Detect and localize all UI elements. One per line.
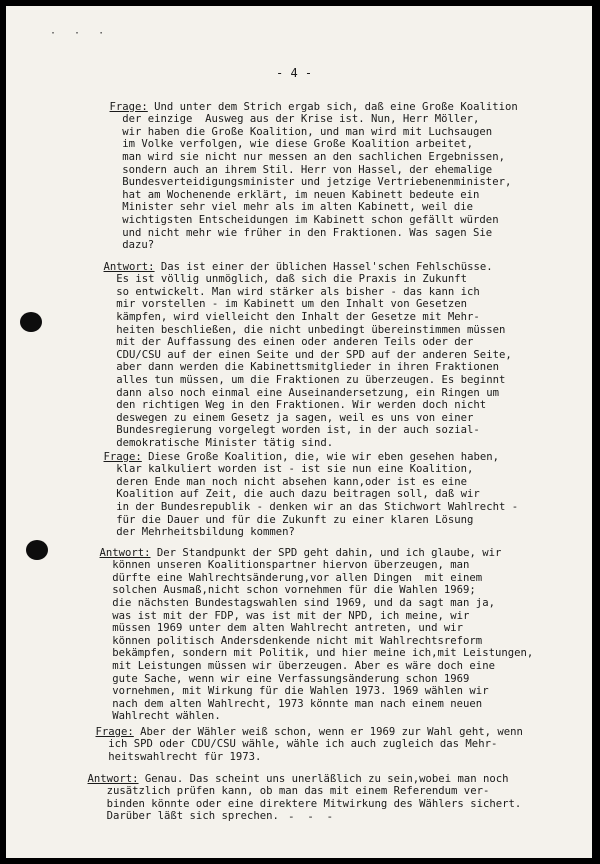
text-line: können politisch Andersdenkende nicht mit Wahlrechtsreform <box>74 634 483 647</box>
document-page <box>6 6 592 858</box>
paragraph-answer-1 <box>78 248 512 450</box>
text-line: deswegen zu einem Gesetz ja sagen, weil es uns von einer <box>78 411 474 424</box>
speaker-label: Frage: <box>103 450 142 463</box>
text-line: aber dann werden die Kabinettsmitglieder in ihren Fraktionen <box>78 361 499 374</box>
text-line: demokratische Minister tätig sind. <box>78 436 334 449</box>
text-line: CDU/CSU auf der einen Seite und der SPD auf der anderen Seite, <box>78 348 512 361</box>
text-line: Es ist völlig unmöglich, daß sich die Praxis in Zukunft <box>78 273 468 286</box>
text-line: sondern auch an ihrem Stil. Herr von Hassel, der ehemalige <box>84 163 493 176</box>
text-line: alles tun müssen, um die Fraktionen zu überzeugen. Es beginnt <box>78 373 506 386</box>
text-line: deren Ende man noch nicht absehen kann,oder ist es eine <box>78 475 468 488</box>
paragraph-question-2 <box>78 438 518 539</box>
punch-hole-bottom <box>26 540 48 560</box>
text-line: der Mehrheitsbildung kommen? <box>78 526 295 539</box>
speaker-label: Frage: <box>109 100 148 113</box>
text-line: müssen 1969 unter dem alten Wahlrecht antreten, und wir <box>74 622 464 635</box>
text-line: Aber der Wähler weiß schon, wenn er 1969 zur Wahl geht, wenn <box>133 725 523 738</box>
punch-hole-top <box>20 312 42 332</box>
text-line: Koalition auf Zeit, die auch dazu beitragen soll, daß wir <box>78 488 480 501</box>
text-line: zusätzlich prüfen kann, ob man das mit einem Referendum ver- <box>62 785 490 798</box>
text-line: den richtigen Weg in den Fraktionen. Wir werden doch nicht <box>78 399 487 412</box>
text-line: in der Bundesrepublik - denken wir an das Stichwort Wahlrecht - <box>78 500 519 513</box>
text-line: Der Standpunkt der SPD geht dahin, und ich glaube, wir <box>150 546 502 559</box>
text-line: heiten beschließen, die nicht unbedingt übereinstimmen müssen <box>78 323 506 336</box>
page-number: - 4 - <box>276 66 313 80</box>
text-line: können unseren Koalitionspartner hiervon überzeugen, man <box>74 559 470 572</box>
speaker-label: Frage: <box>95 725 134 738</box>
text-line: für die Dauer und für die Zukunft zu einer klaren Lösung <box>78 513 474 526</box>
text-line: mit der Auffassung des einen oder anderen Teils oder der <box>78 336 474 349</box>
text-line: wir haben die Große Koalition, und man wird mit Luchsaugen <box>84 125 493 138</box>
text-line: Wahlrecht wählen. <box>74 710 221 723</box>
text-line: im Volke verfolgen, wie diese Große Koalition arbeitet, <box>84 138 474 151</box>
text-line: Minister sehr viel mehr als im alten Kabinett, weil die <box>84 201 474 214</box>
corner-marks: · · · <box>50 28 111 39</box>
text-line: die nächsten Bundestagswahlen sind 1969, und da sagt man ja, <box>74 596 495 609</box>
text-line: Und unter dem Strich ergab sich, daß eine Große Koalition <box>147 100 518 113</box>
text-line: heitswahlrecht für 1973. <box>70 750 262 763</box>
speaker-label: Antwort: <box>99 546 151 559</box>
speaker-label: Antwort: <box>87 772 139 785</box>
text-line: kämpfen, wird vielleicht den Inhalt der Gesetze mit Mehr- <box>78 310 480 323</box>
text-line: Das ist einer der üblichen Hassel'schen Fehlschüsse. <box>154 260 493 273</box>
text-line: dürfte eine Wahlrechtsänderung,vor allen Dingen mit einem <box>74 571 483 584</box>
paragraph-answer-2 <box>74 534 533 723</box>
text-line: Genau. Das scheint uns unerläßlich zu sein,wobei man noch <box>138 772 509 785</box>
text-line: Bundesverteidigungsminister und jetzige Vertriebenenminister, <box>84 176 512 189</box>
text-line: bekämpfen, sondern mit Politik, und hier meine ich,mit Leistungen, <box>74 647 534 660</box>
text-line: binden könnte oder eine direktere Mitwirkung des Wählers sichert. <box>62 797 522 810</box>
text-line: hat am Wochenende erklärt, im neuen Kabinett bedeute ein <box>84 188 480 201</box>
text-line: der einzige Ausweg aus der Krise ist. Nun, Herr Möller, <box>84 113 480 126</box>
paragraph-question-3 <box>70 713 523 763</box>
text-line: mit Leistungen müssen wir überzeugen. Aber es wäre doch eine <box>74 659 495 672</box>
text-line: ich SPD oder CDU/CSU wähle, wähle ich auch zugleich das Mehr- <box>70 738 498 751</box>
end-mark: - - - <box>288 810 337 823</box>
text-line: dann also noch einmal eine Auseinandersetzung, ein Ringen um <box>78 386 499 399</box>
text-line: wichtigsten Entscheidungen im Kabinett schon gefällt würden <box>84 213 499 226</box>
text-line: klar kalkuliert worden ist - ist sie nun eine Koalition, <box>78 463 474 476</box>
text-line: was ist mit der FDP, was ist mit der NPD, ich meine, wir <box>74 609 470 622</box>
text-line: dazu? <box>84 239 155 252</box>
text-line: Diese Große Koalition, die, wie wir eben gesehen haben, <box>141 450 499 463</box>
text-line: gute Sache, wenn wir eine Verfassungsänderung schon 1969 <box>74 672 470 685</box>
text-line: Darüber läßt sich sprechen. <box>62 810 279 823</box>
text-line: mir vorstellen - im Kabinett um den Inhalt von Gesetzen <box>78 298 468 311</box>
text-line: solchen Ausmaß,nicht schon vornehmen für die Wahlen 1969; <box>74 584 476 597</box>
text-line: nach dem alten Wahlrecht, 1973 könnte man nach einem neuen <box>74 697 483 710</box>
text-line: Bundesregierung vorgelegt worden ist, in der auch sozial- <box>78 424 480 437</box>
text-line: vornehmen, mit Wirkung für die Wahlen 1973. 1969 wählen wir <box>74 685 489 698</box>
paragraph-question-1 <box>84 88 518 252</box>
speaker-label: Antwort: <box>103 260 155 273</box>
text-line: man wird sie nicht nur messen an den sachlichen Ergebnissen, <box>84 150 505 163</box>
text-line: so entwickelt. Man wird stärker als bisher - das kann ich <box>78 285 480 298</box>
text-line: und nicht mehr wie früher in den Fraktionen. Was sagen Sie <box>84 226 493 239</box>
